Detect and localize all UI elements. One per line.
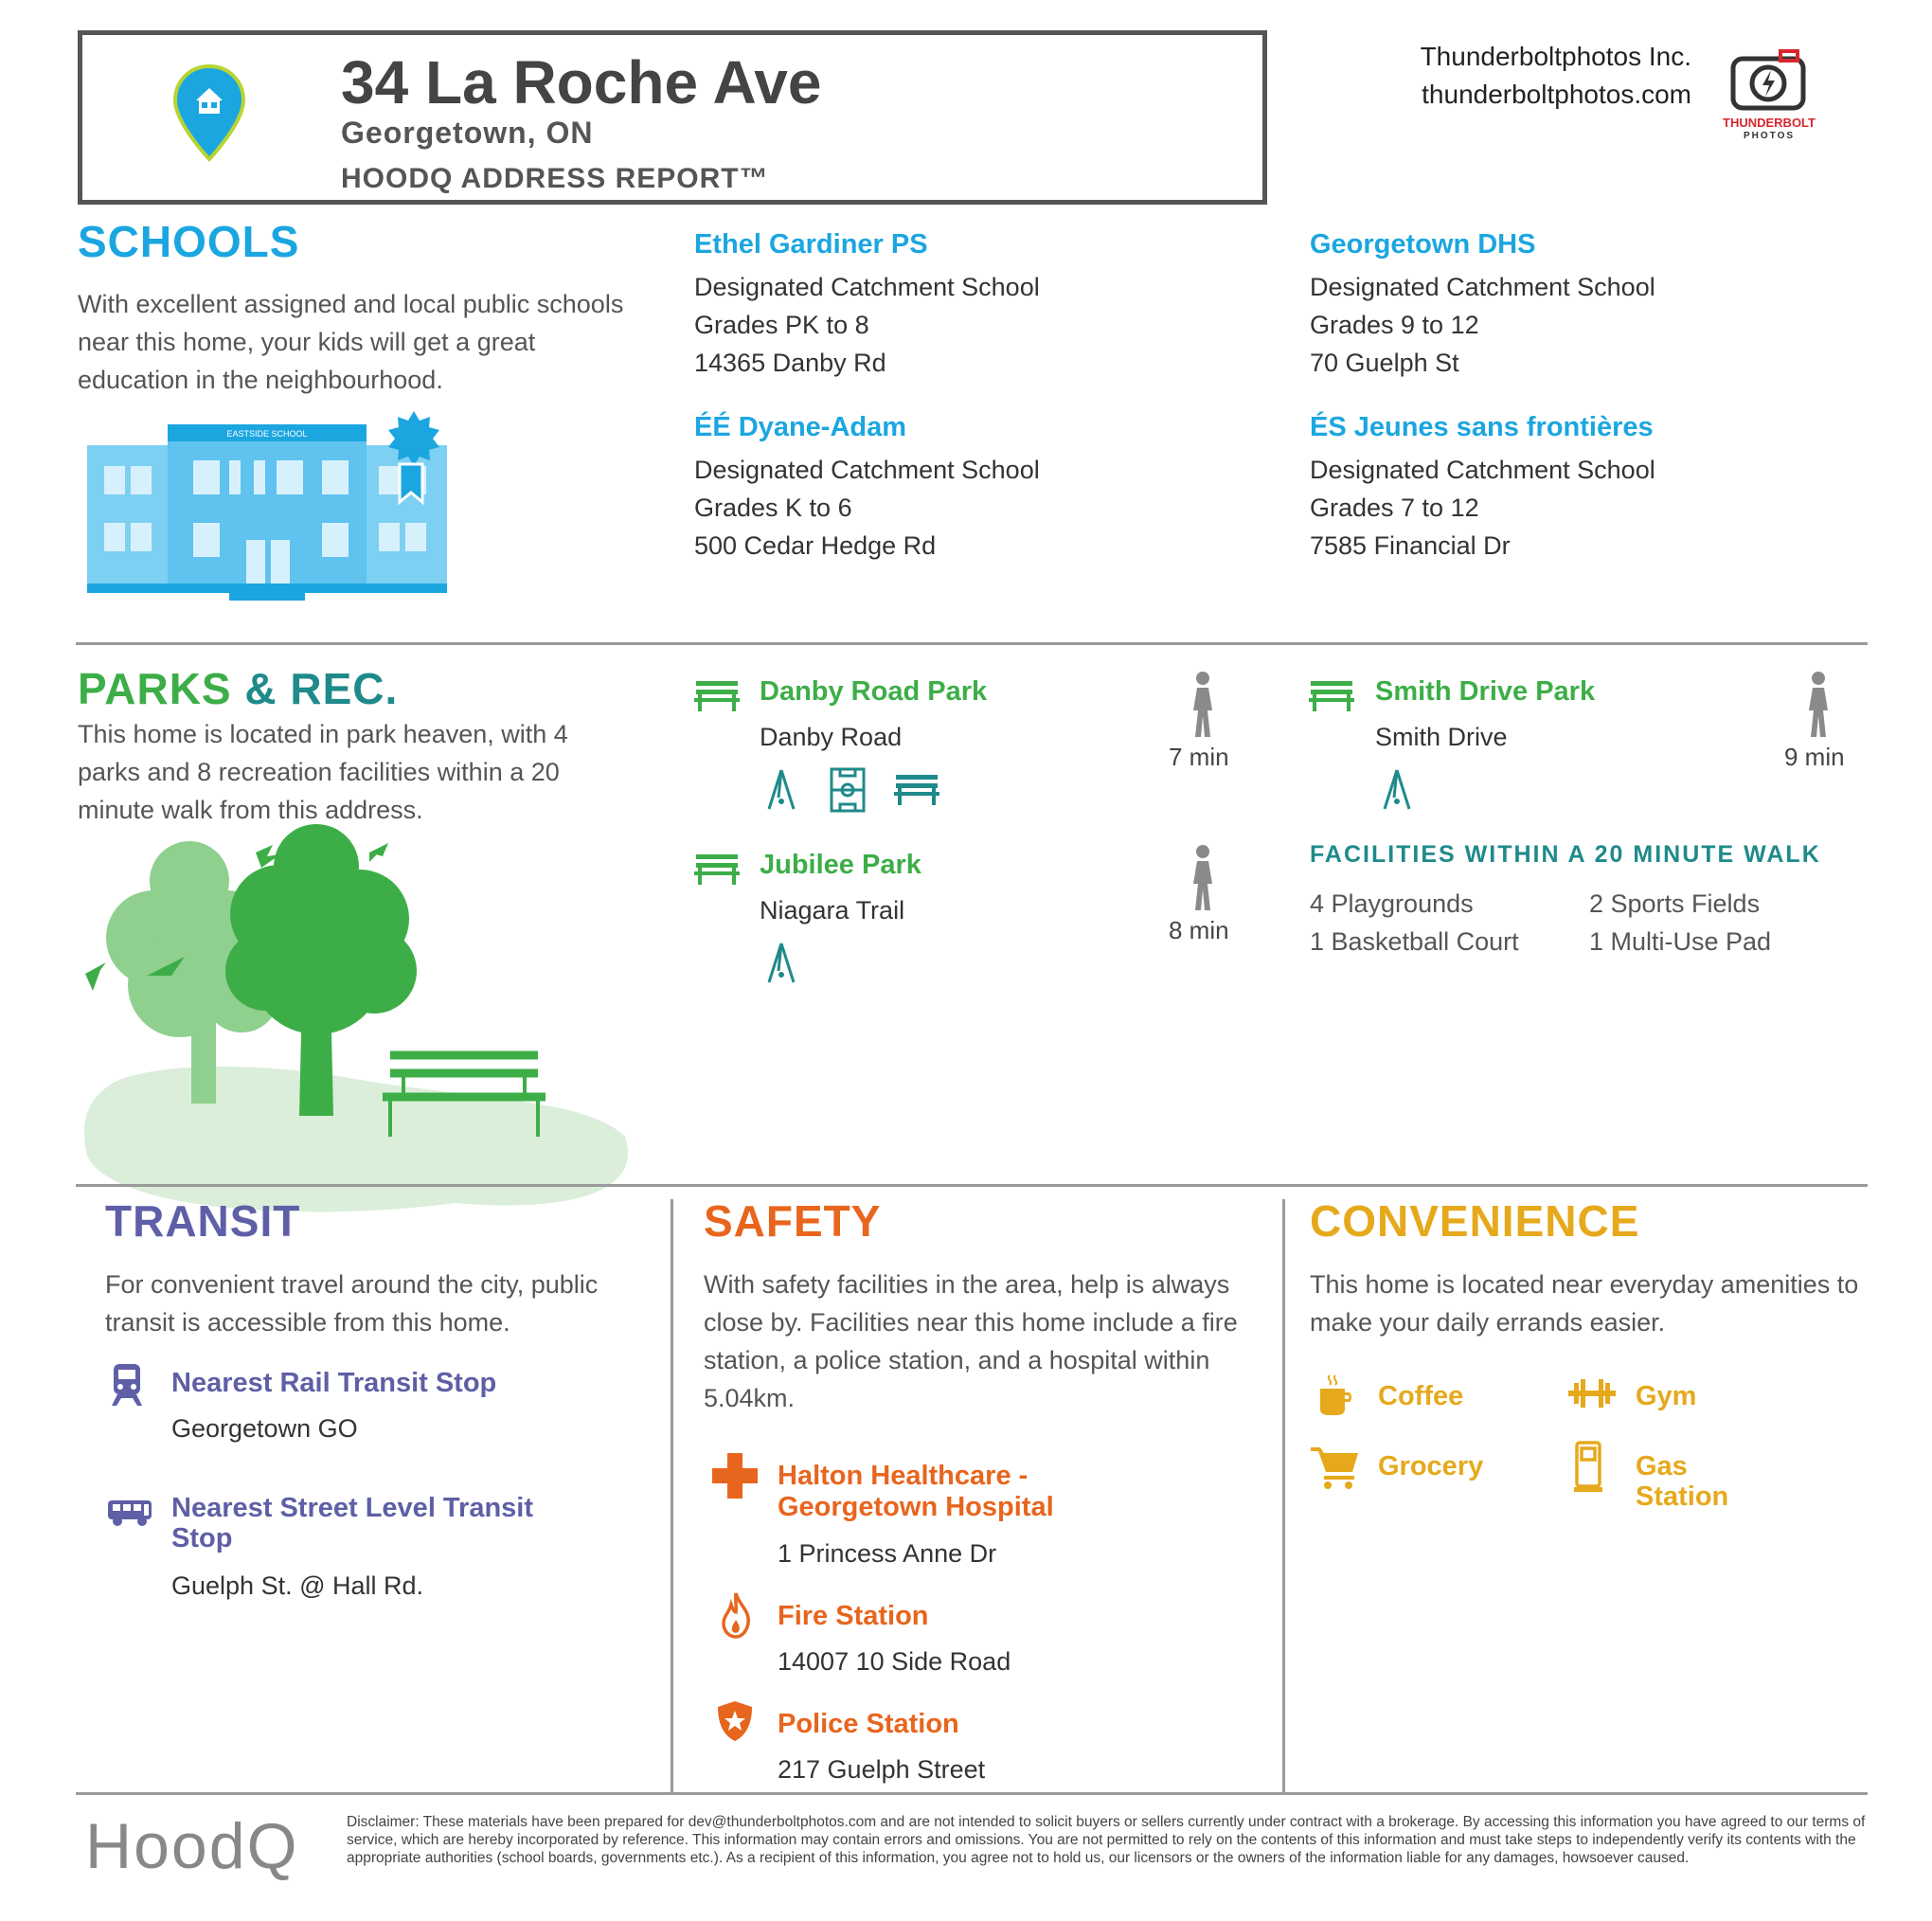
- convenience-description: This home is located near everyday amenities to make your daily errands easier.: [1310, 1270, 1859, 1337]
- park-bench-icon: [694, 853, 740, 885]
- school-sign: EASTSIDE SCHOOL: [226, 429, 308, 439]
- rail-transit-title: Nearest Rail Transit Stop: [171, 1368, 497, 1398]
- camera-logo-icon: [1729, 49, 1807, 112]
- street-transit-title-2: Stop: [171, 1523, 233, 1553]
- sports-field-icon: [830, 767, 866, 813]
- fire-flame-icon: [720, 1591, 752, 1639]
- school-name-dyane-adam: ÉÉ Dyane-Adam: [694, 412, 907, 442]
- walk-time-jubilee: 8 min: [1169, 916, 1229, 944]
- hospital-cross-icon: [712, 1453, 758, 1499]
- logo-text-photos: PHOTOS: [1743, 131, 1796, 141]
- police-station-title: Police Station: [778, 1709, 959, 1739]
- property-address: 34 La Roche Ave: [341, 48, 822, 117]
- park-street: Danby Road: [760, 723, 903, 751]
- walk-time-smith: 9 min: [1784, 743, 1845, 771]
- park-name-smith-drive: Smith Drive Park: [1375, 676, 1596, 707]
- park-bench-icon: [1309, 679, 1354, 711]
- school-address: 7585 Financial Dr: [1310, 531, 1511, 560]
- safety-title: SAFETY: [704, 1196, 882, 1246]
- property-city: Georgetown, ON: [341, 116, 594, 150]
- amenity-gas-1: Gas: [1636, 1451, 1688, 1481]
- parks-description: This home is located in park heaven, with 4 parks and 8 recreation facilities within a 20 minute walk from this address.: [78, 720, 568, 824]
- bus-icon: [106, 1499, 153, 1527]
- facility-sports-fields: 2 Sports Fields: [1589, 889, 1761, 918]
- amenity-gas-2: Station: [1636, 1481, 1729, 1512]
- walking-person-icon: [1182, 844, 1224, 912]
- police-shield-icon: [716, 1699, 754, 1743]
- walk-time-danby: 7 min: [1169, 743, 1229, 771]
- school-grades: Grades 7 to 12: [1310, 494, 1479, 522]
- walking-person-icon: [1798, 671, 1839, 739]
- divider-transit-safety: [671, 1199, 673, 1792]
- parks-title-b: & REC.: [244, 664, 399, 713]
- schools-title: SCHOOLS: [78, 217, 300, 266]
- rail-transit-value: Georgetown GO: [171, 1414, 358, 1443]
- gym-dumbbell-icon: [1568, 1379, 1616, 1408]
- park-bench-icon: [694, 679, 740, 711]
- amenity-coffee: Coffee: [1378, 1381, 1464, 1411]
- school-type: Designated Catchment School: [694, 456, 1040, 484]
- school-address: 500 Cedar Hedge Rd: [694, 531, 937, 560]
- transit-title: TRANSIT: [105, 1196, 301, 1246]
- map-pin-house-icon: [172, 64, 246, 163]
- school-grades: Grades K to 6: [694, 494, 852, 522]
- divider-safety-convenience: [1282, 1199, 1285, 1792]
- disclaimer-text: Disclaimer: These materials have been prepared for dev@thunderboltphotos.com and are not intended to solicit buyers or sellers currently under contract with a brokerage. By accessing this information you have agreed to our terms of service, which are hereby incorporated by reference. This information may contain errors and omissions. You are not permitted to rely on the contents of this information and must take steps to independently verify its contents with the appropriate authorities (school boards, governments etc.). As a recipient of this information, you agree not to hold us, our licensors or the owners of the information liable for any damages, howsoever caused.: [347, 1814, 1866, 1866]
- playground-swing-icon: [765, 941, 797, 984]
- fire-station-title: Fire Station: [778, 1601, 929, 1631]
- park-street: Smith Drive: [1375, 723, 1508, 751]
- hospital-title-2: Georgetown Hospital: [778, 1492, 1054, 1522]
- coffee-cup-icon: [1316, 1372, 1354, 1417]
- school-address: 14365 Danby Rd: [694, 349, 886, 377]
- police-station-address: 217 Guelph Street: [778, 1755, 986, 1784]
- safety-description: With safety facilities in the area, help is always close by. Facilities near this home include a fire station, a police station, and a hospital within 5.04km.: [704, 1270, 1238, 1412]
- school-name-jeunes-sans-frontieres: ÉS Jeunes sans frontières: [1310, 412, 1654, 442]
- brand-name: Thunderboltphotos Inc.: [1420, 42, 1691, 71]
- hospital-title-1: Halton Healthcare -: [778, 1461, 1029, 1491]
- school-type: Designated Catchment School: [1310, 273, 1655, 301]
- grocery-cart-icon: [1311, 1445, 1360, 1489]
- train-icon: [110, 1362, 144, 1408]
- logo-text-thunderbolt: THUNDERBOLT: [1723, 116, 1816, 130]
- playground-swing-icon: [765, 767, 797, 811]
- school-grades: Grades 9 to 12: [1310, 311, 1479, 339]
- facility-playgrounds: 4 Playgrounds: [1310, 889, 1474, 918]
- school-type: Designated Catchment School: [1310, 456, 1655, 484]
- parks-title-a: PARKS: [78, 664, 232, 713]
- walking-person-icon: [1182, 671, 1224, 739]
- hospital-address: 1 Princess Anne Dr: [778, 1539, 997, 1568]
- school-name-ethel-gardiner: Ethel Gardiner PS: [694, 229, 928, 260]
- school-type: Designated Catchment School: [694, 273, 1040, 301]
- playground-swing-icon: [1381, 767, 1413, 811]
- facilities-heading: FACILITIES WITHIN A 20 MINUTE WALK: [1310, 841, 1821, 868]
- picnic-bench-icon: [894, 773, 939, 805]
- brand-url: thunderboltphotos.com: [1422, 80, 1691, 109]
- fire-station-address: 14007 10 Side Road: [778, 1647, 1011, 1676]
- divider-schools: [76, 642, 1868, 645]
- facility-multi-use-pad: 1 Multi-Use Pad: [1589, 927, 1772, 956]
- hoodq-logo: HoodQ: [85, 1810, 299, 1882]
- amenity-gym: Gym: [1636, 1381, 1697, 1411]
- gas-pump-icon: [1574, 1440, 1606, 1493]
- divider-footer: [76, 1792, 1868, 1795]
- park-trees-bench-illustration: [76, 815, 644, 1231]
- divider-parks: [76, 1184, 1868, 1187]
- schools-description: With excellent assigned and local public schools near this home, your kids will get a great education in the neighbourhood.: [78, 290, 624, 394]
- transit-description: For convenient travel around the city, public transit is accessible from this home.: [105, 1270, 599, 1337]
- school-name-georgetown-dhs: Georgetown DHS: [1310, 229, 1536, 260]
- report-title: HOODQ ADDRESS REPORT™: [341, 163, 769, 194]
- street-transit-title-1: Nearest Street Level Transit: [171, 1493, 534, 1523]
- park-name-danby-road: Danby Road Park: [760, 676, 988, 707]
- park-name-jubilee: Jubilee Park: [760, 850, 921, 880]
- school-building-illustration: [87, 407, 485, 606]
- facility-basketball-court: 1 Basketball Court: [1310, 927, 1519, 956]
- park-street: Niagara Trail: [760, 896, 905, 925]
- amenity-grocery: Grocery: [1378, 1451, 1484, 1481]
- street-transit-value: Guelph St. @ Hall Rd.: [171, 1571, 424, 1600]
- convenience-title: CONVENIENCE: [1310, 1196, 1640, 1246]
- school-grades: Grades PK to 8: [694, 311, 869, 339]
- parks-title: [78, 663, 398, 714]
- school-address: 70 Guelph St: [1310, 349, 1459, 377]
